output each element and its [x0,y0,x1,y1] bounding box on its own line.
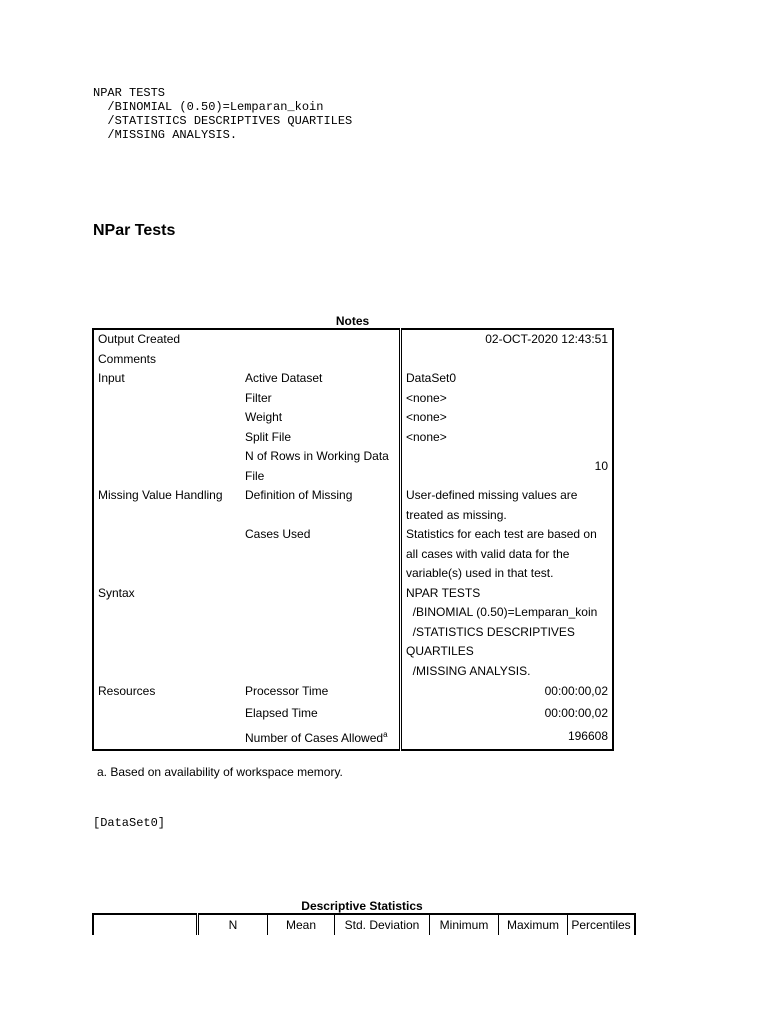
row-sublabel [241,584,401,682]
row-value: 02-OCT-2020 12:43:51 [401,329,614,350]
section-heading: NPar Tests [93,222,176,239]
table-row [93,703,613,725]
column-header: N [198,914,268,935]
row-label [93,525,241,584]
syntax-line: /MISSING ANALYSIS. [93,128,238,142]
syntax-line: NPAR TESTS [93,86,166,100]
table-row [93,428,613,448]
table-row [93,408,613,428]
syntax-line: /STATISTICS DESCRIPTIVES QUARTILES [93,114,353,128]
table-row [93,725,613,750]
row-sublabel: Split File [245,429,292,444]
notes-table-title: Notes [335,314,370,328]
table-row [93,486,613,525]
notes-table [92,328,614,751]
row-value [401,350,614,370]
syntax-line: /BINOMIAL (0.50)=Lemparan_koin [406,605,598,619]
row-label: Syntax [98,585,135,600]
syntax-line: /BINOMIAL (0.50)=Lemparan_koin [93,100,324,114]
row-label: Resources [98,684,156,699]
table-row [93,525,613,584]
syntax-line: /STATISTICS DESCRIPTIVES QUARTILES [406,624,579,658]
row-sublabel [241,350,401,370]
row-label [93,408,241,428]
row-sublabel: Filter [245,390,272,405]
row-value: <none> [401,428,614,448]
column-header: Maximum [499,914,568,935]
column-header: Percentiles [568,914,636,935]
row-value: 196608 [401,725,614,750]
syntax-line: /MISSING ANALYSIS. [406,663,531,678]
row-sublabel: Processor Time [245,684,329,699]
table-row [93,369,613,389]
row-label [93,725,241,750]
syntax-line: NPAR TESTS [406,585,481,600]
syntax-block [93,86,352,142]
header-blank-cell [93,914,198,935]
row-sublabel: Definition of Missing [245,488,353,502]
dataset-tag: [DataSet0] [93,816,166,830]
row-label [93,703,241,725]
row-value: DataSet0 [401,369,614,389]
row-value: <none> [401,408,614,428]
table-row [93,350,613,370]
table-row [93,447,613,486]
descriptive-statistics-table [92,913,636,935]
row-value: 10 [401,447,614,486]
table-row [93,681,613,703]
row-sublabel: N of Rows in Working Data File [245,449,389,483]
column-header: Mean [268,914,335,935]
footnote: a. Based on availability of workspace memory. [97,765,343,779]
footnote-marker: a [383,730,388,739]
row-sublabel: Active Dataset [245,371,323,385]
table-row [93,584,613,682]
row-sublabel [241,329,401,350]
row-label: Comments [98,351,157,366]
table-header-row [93,914,635,935]
column-header: Minimum [430,914,499,935]
row-value-syntax [401,584,614,682]
row-label [93,428,241,448]
row-value: <none> [401,389,614,409]
row-sublabel: Elapsed Time [245,706,318,721]
row-sublabel: Cases Used [245,527,311,541]
row-label: Output Created [98,332,181,346]
table-row [93,389,613,409]
row-sublabel: Weight [245,410,283,424]
row-value: Statistics for each test are based on all cases with valid data for the variable(s) used in that test. [401,525,614,584]
table-row [93,329,613,350]
row-sublabel [241,725,401,750]
row-value: 00:00:00,02 [401,681,614,703]
row-label [93,447,241,486]
row-label: Missing Value Handling [98,488,223,502]
column-header: Std. Deviation [335,914,430,935]
row-label: Input [98,371,125,385]
row-value: User-defined missing values are treated as missing. [401,486,614,525]
row-value: 00:00:00,02 [401,703,614,725]
descriptive-statistics-title: Descriptive Statistics [301,899,423,913]
row-sublabel-text: Number of Cases Allowed [245,731,384,745]
row-label [93,389,241,409]
